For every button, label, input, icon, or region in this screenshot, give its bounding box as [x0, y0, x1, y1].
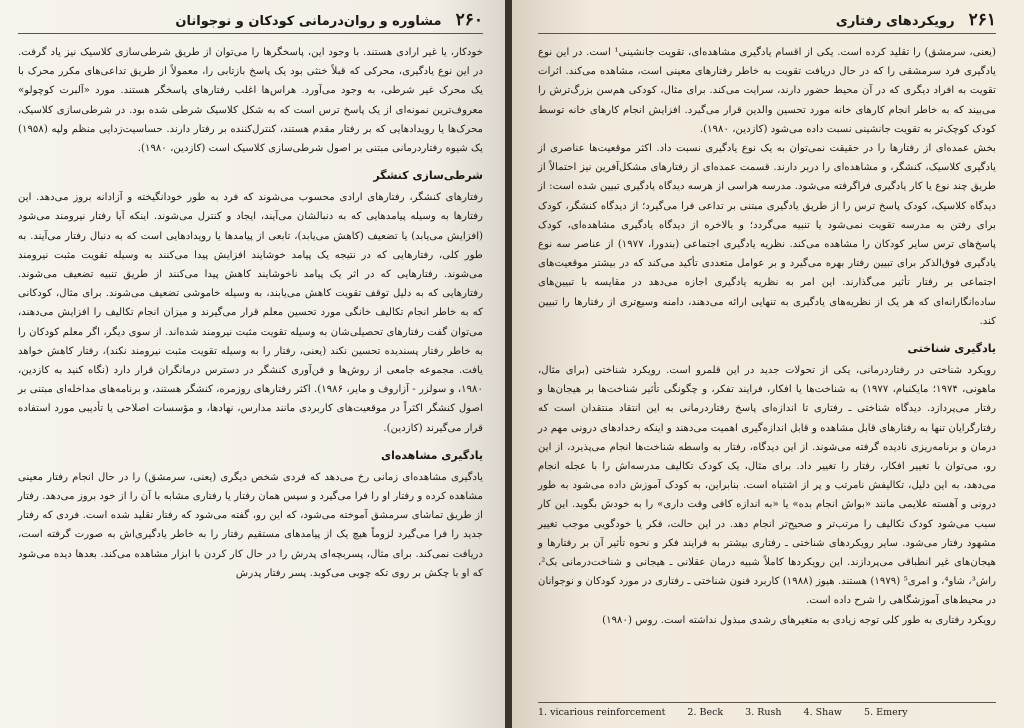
cognitive-learning-paragraph: رویکرد شناختی در رفتاردرمانی، یکی از تحولات جدید در این قلمرو است. رویکرد شناختی (برای مثال، ماهونی، ۱۹۷۴؛ مایکنبام، ۱۹۷۷) به شناخت‌ها یا افکار، فرایند تفکر، و چگونگی تأثیر شناخت‌ها بر هیجان‌ها و رفتار می‌پردازد. دیدگاه شناختی ـ رفتاری تا اندازه‌ای پاسخ رفتاردرمانی به این انتقاد منتقدان است که رفتارگرایان تنها به رفتارهای قابل مشاهده و قابل اندازه‌گیری اهمیت می‌دهند و اینکه رخدادهای درونی مهم در درمان و برنامه‌ریزی نادیده گرفته می‌شوند. از این دیدگاه، رفتار به واسطه شناخت‌ها انجام می‌پذیرد، از این رو، می‌توان با تغییر افکار، رفتار را تغییر داد. برای مثال، یک کودک تکالیف مدرسه‌اش را با عجله انجام می‌دهد، به این دلیل، تکالیفش نامرتب و پر از اشتباه است. بنابراین، به کودک آموزش داده می‌شود به طور درونی و آهسته علایمی مانند «بواش انجام بده» یا «به اندازه کافی وقت داری» را به خودش بگوید. این کار سبب می‌شود کودک تکالیف را مرتب‌تر و صحیح‌تر انجام دهد. در این حالت، فکر یا خودگویی موجب تغییر مشهود رفتار می‌شود. سایر رویکردهای شناختی ـ رفتاری بیشتر به فرایند فکر و نحوه تأثیر آن بر رفتارها و هیجان‌های غیر انطباقی می‌پردازند. این رویکردها کاملاً شبیه درمان عقلانی ـ هیجانی و شناخت‌درمانی بک²، راش³، شاو⁴، و امری⁵ (۱۹۷۹) هستند. هیوز (۱۹۸۸) کاربرد فنون شناختی ـ رفتاری در مورد کودکان و نوجوانان در محیط‌های آموزشگاهی را شرح داده است.	[538, 365, 996, 607]
footnotes	[538, 702, 996, 718]
operant-conditioning-heading: شرطی‌سازی کنشگر	[373, 169, 483, 183]
left-running-head	[18, 10, 483, 34]
footnote: 3. Rush	[745, 707, 782, 718]
left-page	[0, 0, 505, 728]
right-running-head	[538, 10, 996, 34]
footnote: 2. Beck	[687, 707, 724, 718]
footnote: 4. Shaw	[803, 707, 843, 718]
left-page-number: ۲۶۰	[455, 10, 483, 30]
right-final-line: رویکرد رفتاری به طور کلی توجه زیادی به متغیرهای رشدی مبذول نداشته است. روس (۱۹۸۰)	[602, 614, 996, 626]
right-intro-paragraph: (یعنی، سرمشق) را تقلید کرده است. یکی از اقسام یادگیری مشاهده‌ای، تقویت جانشینی¹ است. در این نوع یادگیری فرد سرمشقی را که در حال دریافت تقویت به خاطر رفتارهای معینی است، مشاهده می‌کند. اثرات تقویت به افراد دیگری که در آن محیط حضور دارند، سرایت می‌کند. برای مثال، کودکی هم‌سن بزرگ‌ترش را می‌بیند که به خاطر انجام کارهای خانه مورد تحسین والدین قرار می‌گیرد. افزایش انجام کارهای خانه توسط کودک کوچک‌تر به تقویت جانشینی نسبت داده می‌شود (کازدین، ۱۹۸۰).	[538, 47, 996, 135]
observational-learning-paragraph: یادگیری مشاهده‌ای زمانی رخ می‌دهد که فردی شخص دیگری (یعنی، سرمشق) را در حال انجام رفتار معینی مشاهده کرده و رفتار او را فرا می‌گیرد و سپس همان رفتار یا رفتاری مشابه با آن را از خود بروز می‌دهد. رفتار از طریق تماشای سرمشق آموخته می‌شود، که این رو، گفته می‌شود که رفتار تقلید شده است. فردی که رفتار جدید را فرا می‌گیرد لزوماً هیچ یک از پیامدهای مستقیم رفتار را به خاطر یادگیری‌اش به صورت گرفته است، دریافت نمی‌کند. برای مثال، پسربچه‌ای پدرش را در حال کار کردن با ابزار مشاهده می‌کند. بعدها دیده می‌شود که او با چکش بر روی تکه چوبی می‌کوبد. پسر رفتار پدرش	[18, 471, 483, 579]
left-intro-paragraph: خودکار، یا غیر ارادی هستند. با وجود این، پاسخگرها را می‌توان از طریق شرطی‌سازی کلاسیک نیز یاد گرفت. در این نوع یادگیری، محرکی که قبلاً خنثی بود یک پاسخ بازتابی را، معمولاً از طریق تداعی‌های مکرر محرک با یک محرک غیر شرطی، به وجود می‌آورد. هراس‌ها اغلب رفتارهای پاسخگر هستند. مورد «آلبرت کوچولو» معروف‌ترین نمونه‌ای از یک پاسخ ترس است که به شکل کلاسیک شرطی شده بود. در شرطی‌سازی کلاسیک، محرک‌ها یا رویدادهایی که بر رفتار مقدم هستند، کنترل‌کننده بر رفتار دارند. حساسیت‌زدایی منظم ولپه (۱۹۵۸) یک شیوه رفتاردرمانی مبتنی بر اصول شرطی‌سازی کلاسیک است (کازدین، ۱۹۸۰).	[18, 47, 483, 155]
right-running-head-title: رویکردهای رفتاری	[835, 14, 955, 29]
book-gutter	[505, 0, 512, 728]
left-running-head-title: مشاوره و روان‌درمانی کودکان و نوجوانان	[175, 14, 442, 29]
observational-learning-heading: یادگیری مشاهده‌ای	[380, 448, 483, 462]
footnote: 5. Emery	[864, 707, 908, 718]
right-second-paragraph: بخش عمده‌ای از رفتارها را در حقیقت نمی‌توان به یک نوع یادگیری نسبت داد. اکثر موقعیت‌ها عناصری از یادگیری کلاسیک، کنشگر، و مشاهده‌ای را دربر دارند. قسمت عمده‌ای از رفتارهای مشکل‌آفرین نیز احتمالاً از طریق چند نوع یا کار یادگیری فراگرفته می‌شود. مدرسه هراسی از هرسه دیدگاه یادگیری تبیین شده است: از دیدگاه کلاسیک، کودک پاسخ ترس را از طریق یادگیری مبتنی بر تداعی فرا می‌گیرد؛ از دیدگاه کنشگر، کودک برای رفتن به مدرسه تقویت نمی‌شود یا تنبیه می‌گردد؛ و بالاخره از دیدگاه یادگیری مشاهده‌ای، کودک پاسخ‌های ترس سایر کودکان را مشاهده می‌کند. نظریه یادگیری اجتماعی (بندورا، ۱۹۷۷) از عناصر سه نوع یادگیری فوق‌الذکر برای تبیین رفتار بهره می‌گیرد و بر عوامل متعددی تأکید می‌کند که در بیشتر موقعیت‌های اجتماعی بر رفتار تأثیر می‌گذارند. این امر به نظریه یادگیری اجازه می‌دهد در مقایسه با تبیین‌های ساده‌انگارانه‌ای که هر یک از نظریه‌های یادگیری به تنهایی ارائه می‌دهند، دامنه وسیع‌تری از رفتارها را تبیین کند.	[538, 143, 996, 327]
operant-conditioning-paragraph: رفتارهای کنشگر، رفتارهای ارادی محسوب می‌شوند که فرد به طور خودانگیخته و آزادانه بروز می‌دهد. این رفتارها به وسیله پیامدهایی که به دنبالشان می‌آیند، ایجاد و کنترل می‌شوند. اینکه آیا رفتار نیرومند می‌شود (افزایش می‌یابد) یا تضعیف (کاهش می‌یابد)، تابعی از پیامدها یا رویدادهایی است که به دنبال رفتار می‌آیند. به طور کلی، رفتارهایی که در نتیجه یک پیامد خوشایند افزایش پیدا می‌کنند به وسیله تقویت مثبت نیرومند می‌شوند. رفتارهایی که در اثر یک پیامد ناخوشایند کاهش پیدا می‌کنند از طریق تنبیه تضعیف می‌شوند. رفتارهایی که به دلیل توقف تقویت کاهش می‌یابند، به وسیله خاموشی تضعیف می‌شوند. برای مثال، کودکانی که به خاطر انجام تکالیف خانگی مورد تحسین معلم قرار می‌گیرند و میزان انجام تکالیف را افزایش می‌دهند، می‌توان گفت رفتارهای تحصیلی‌شان به وسیله تقویت مثبت نیرومند شده‌اند. از سوی دیگر، اگر معلم کودکان را به خاطر رفتار پسندیده تحسین نکند (یعنی، رفتار را به وسیله تقویت مثبت نیرومند نکند)، رفتار کاهش خواهد یافت. مجموعه جامعی از روش‌ها و فن‌آوری کنشگر در دسترس درمانگران قرار دارد (نگاه کنید به کازدین، ۱۹۸۰، و سولزر - آزاروف و مایر، ۱۹۸۶). اکثر رفتارهای روزمره، کنشگر هستند، و برنامه‌های مداخله‌ای مبتنی بر اصول کنشگر اکثراً در موقعیت‌های کاربردی مانند مدارس، نهادها، و مؤسسات اصلاحی یا تأدیبی مورد استفاده قرار می‌گیرند (کازدین).	[18, 192, 483, 434]
right-page	[512, 0, 1024, 728]
cognitive-learning-heading: یادگیری شناختی	[907, 342, 996, 356]
right-page-number: ۲۶۱	[968, 10, 996, 30]
footnote: 1. vicarious reinforcement	[538, 707, 666, 718]
